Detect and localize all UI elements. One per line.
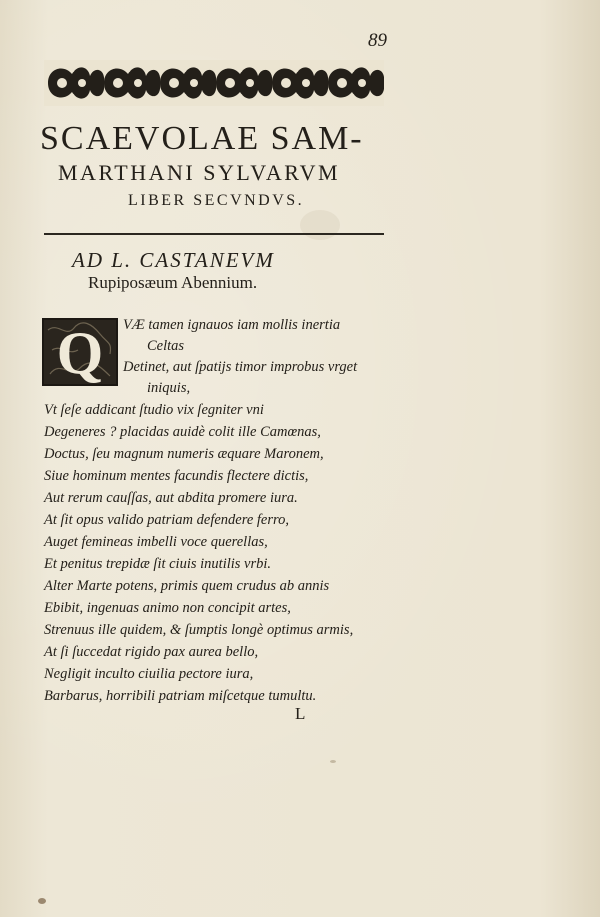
poem-line: Detinet, aut ſpatijs timor improbus vrget: [123, 359, 358, 375]
initial-letter: Q: [56, 320, 104, 386]
poem-line: Ebibit, ingenuas animo non concipit artes,: [44, 600, 291, 616]
catchword: L: [295, 704, 306, 723]
poem-line: Alter Marte potens, primis quem crudus ab annis: [44, 578, 330, 594]
book-title: SCAEVOLAE SAM-: [40, 120, 364, 157]
decorated-initial: [42, 318, 118, 386]
poem-line: Auget femineas imbelli voce querellas,: [44, 534, 268, 550]
page-number: 89: [368, 30, 387, 51]
poem-line: Celtas: [147, 338, 185, 354]
ornament-unit-icon: [48, 67, 104, 98]
poem-line: Barbarus, horribili patriam miſcetque tumultu.: [44, 688, 317, 704]
ornamental-headpiece: [44, 60, 384, 106]
section-rule: [44, 233, 384, 235]
poem-line: Et penitus trepidæ ſit ciuis inutilis vrbi.: [44, 556, 272, 572]
poem-line: Vt ſeſe addicant ſtudio vix ſegniter vni: [44, 402, 264, 418]
poem-line: At ſit opus valido patriam defendere ferro,: [44, 512, 289, 528]
poem-line: Aut rerum cauſſas, aut abdita promere iura.: [44, 490, 298, 506]
poem-line: Doctus, ſeu magnum numeris æquare Maronem,: [44, 446, 324, 462]
book-section: LIBER SECVNDVS.: [128, 192, 305, 209]
dedication-addressee: AD L. CASTANEVM: [72, 248, 275, 272]
paper-stain: [38, 898, 46, 904]
poem-line: iniquis,: [147, 380, 191, 396]
dedication-place: Rupiposæum Abennium.: [88, 273, 258, 292]
poem-line: VÆ tamen ignauos iam mollis inertia: [123, 317, 341, 333]
poem-line: Strenuus ille quidem, & ſumptis longè optimus armis,: [44, 622, 354, 638]
poem-line: At ſi ſuccedat rigido pax aurea bello,: [44, 644, 259, 660]
paper-stain: [300, 210, 340, 240]
poem-line: Negligit inculto ciuilia pectore iura,: [44, 666, 254, 682]
book-subtitle: MARTHANI SYLVARVM: [58, 160, 341, 185]
paper-stain: [330, 760, 336, 763]
poem-line: Degeneres ? placidas auidè colit ille Camœnas,: [44, 424, 321, 440]
poem-line: Siue hominum mentes facundis flectere dictis,: [44, 468, 309, 484]
